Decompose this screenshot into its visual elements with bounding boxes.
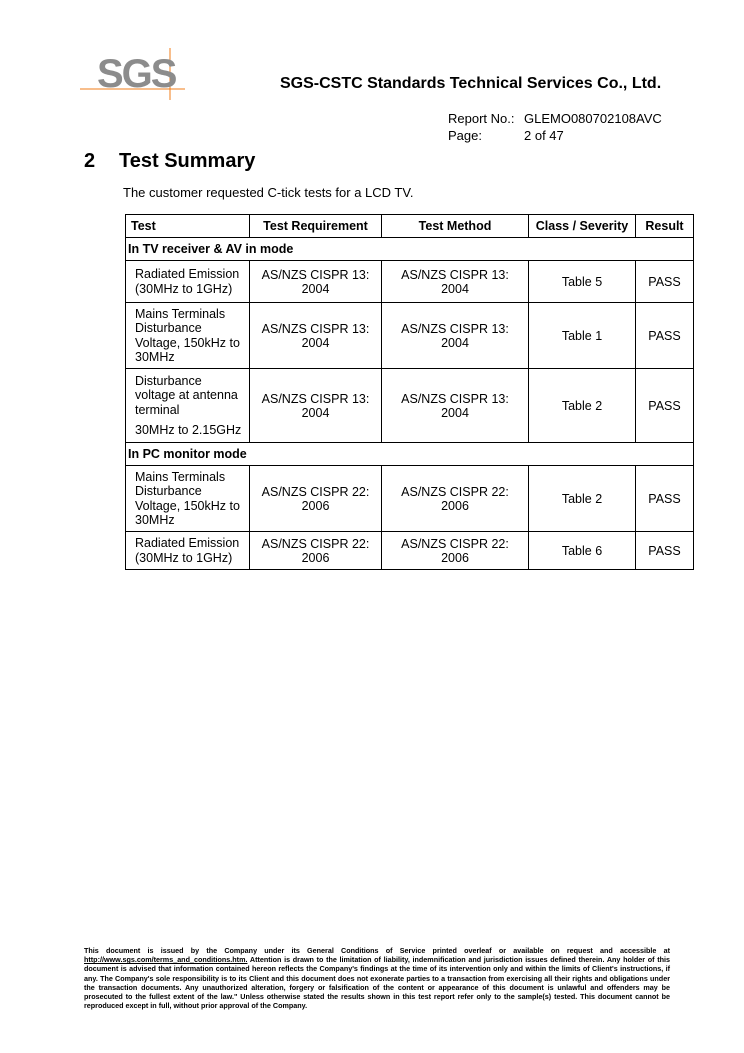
cell-method: AS/NZS CISPR 13: 2004: [382, 303, 529, 369]
group-label-tv-mode: In TV receiver & AV in mode: [126, 238, 694, 261]
cell-requirement: AS/NZS CISPR 13: 2004: [250, 303, 382, 369]
table-header-row: [126, 215, 694, 238]
logo-text: SGS: [97, 52, 176, 96]
report-no-value: GLEMO080702108AVC: [524, 111, 662, 126]
header-test-method: Test Method: [382, 215, 529, 238]
intro-text: The customer requested C-tick tests for a LCD TV.: [123, 185, 414, 200]
cell-test: Mains Terminals Disturbance Voltage, 150kHz to 30MHz: [126, 466, 250, 532]
section-number: 2: [84, 150, 96, 172]
cell-requirement: AS/NZS CISPR 13: 2004: [250, 369, 382, 443]
group-row: [126, 238, 694, 261]
cell-result: PASS: [636, 369, 694, 443]
table-row: [126, 532, 694, 570]
header-test: Test: [126, 215, 250, 238]
header-class-severity: Class / Severity: [529, 215, 636, 238]
cell-method: AS/NZS CISPR 22: 2006: [382, 532, 529, 570]
cell-test: Disturbance voltage at antenna terminal 30MHz to 2.15GHz: [126, 369, 250, 443]
cell-class: Table 5: [529, 261, 636, 303]
group-row: [126, 443, 694, 466]
header-result: Result: [636, 215, 694, 238]
footer-text-2: Attention is drawn to the limitation of liability, indemnification and jurisdiction issues defined therein. Any holder of this document is advised that information contained hereon reflects the Company's findings at the time of its intervention only and within the limits of Client's instructions, if any. The Company's sole responsibility is to its Client and this document does not exonerate parties to a transaction from exercising all their rights and obligations under the transaction documents. Any unauthorized alteration, forgery or falsification of the content or appearance of this document is unlawful and offenders may be prosecuted to the fullest extent of the law." Unless otherwise stated the results shown in this test report refer only to the sample(s) tested. This document cannot be reproduced except in full, without prior approval of the Company.: [84, 955, 670, 1011]
footer-text-1: This document is issued by the Company under its General Conditions of Service printed overleaf or available on request and accessible at: [84, 946, 670, 955]
page-label: Page:: [448, 128, 482, 143]
cell-method: AS/NZS CISPR 13: 2004: [382, 369, 529, 443]
report-no-label: Report No.:: [448, 111, 515, 126]
terms-link[interactable]: http://www.sgs.com/terms_and_conditions.htm.: [84, 955, 248, 965]
table-row: [126, 261, 694, 303]
page-value: 2 of 47: [524, 128, 564, 143]
cell-requirement: AS/NZS CISPR 22: 2006: [250, 466, 382, 532]
cell-class: Table 1: [529, 303, 636, 369]
cell-requirement: AS/NZS CISPR 13: 2004: [250, 261, 382, 303]
company-name: SGS-CSTC Standards Technical Services Co., Ltd.: [280, 75, 662, 92]
cell-class: Table 2: [529, 369, 636, 443]
table-row: [126, 369, 694, 443]
cell-class: Table 2: [529, 466, 636, 532]
test-summary-table: [125, 214, 694, 570]
cell-result: PASS: [636, 303, 694, 369]
cell-requirement: AS/NZS CISPR 22: 2006: [250, 532, 382, 570]
cell-method: AS/NZS CISPR 22: 2006: [382, 466, 529, 532]
header-test-requirement: Test Requirement: [250, 215, 382, 238]
group-label-pc-mode: In PC monitor mode: [126, 443, 694, 466]
section-title: Test Summary: [119, 150, 256, 172]
sgs-logo: [80, 48, 185, 100]
cell-method: AS/NZS CISPR 13: 2004: [382, 261, 529, 303]
section-heading: [84, 150, 255, 173]
footer-disclaimer: [84, 946, 670, 1010]
cell-test: Mains Terminals Disturbance Voltage, 150kHz to 30MHz: [126, 303, 250, 369]
report-meta: [448, 110, 662, 144]
table-row: [126, 466, 694, 532]
cell-class: Table 6: [529, 532, 636, 570]
cell-result: PASS: [636, 532, 694, 570]
cell-test: Radiated Emission (30MHz to 1GHz): [126, 532, 250, 570]
table-row: [126, 303, 694, 369]
cell-test: Radiated Emission (30MHz to 1GHz): [126, 261, 250, 303]
cell-result: PASS: [636, 261, 694, 303]
cell-result: PASS: [636, 466, 694, 532]
